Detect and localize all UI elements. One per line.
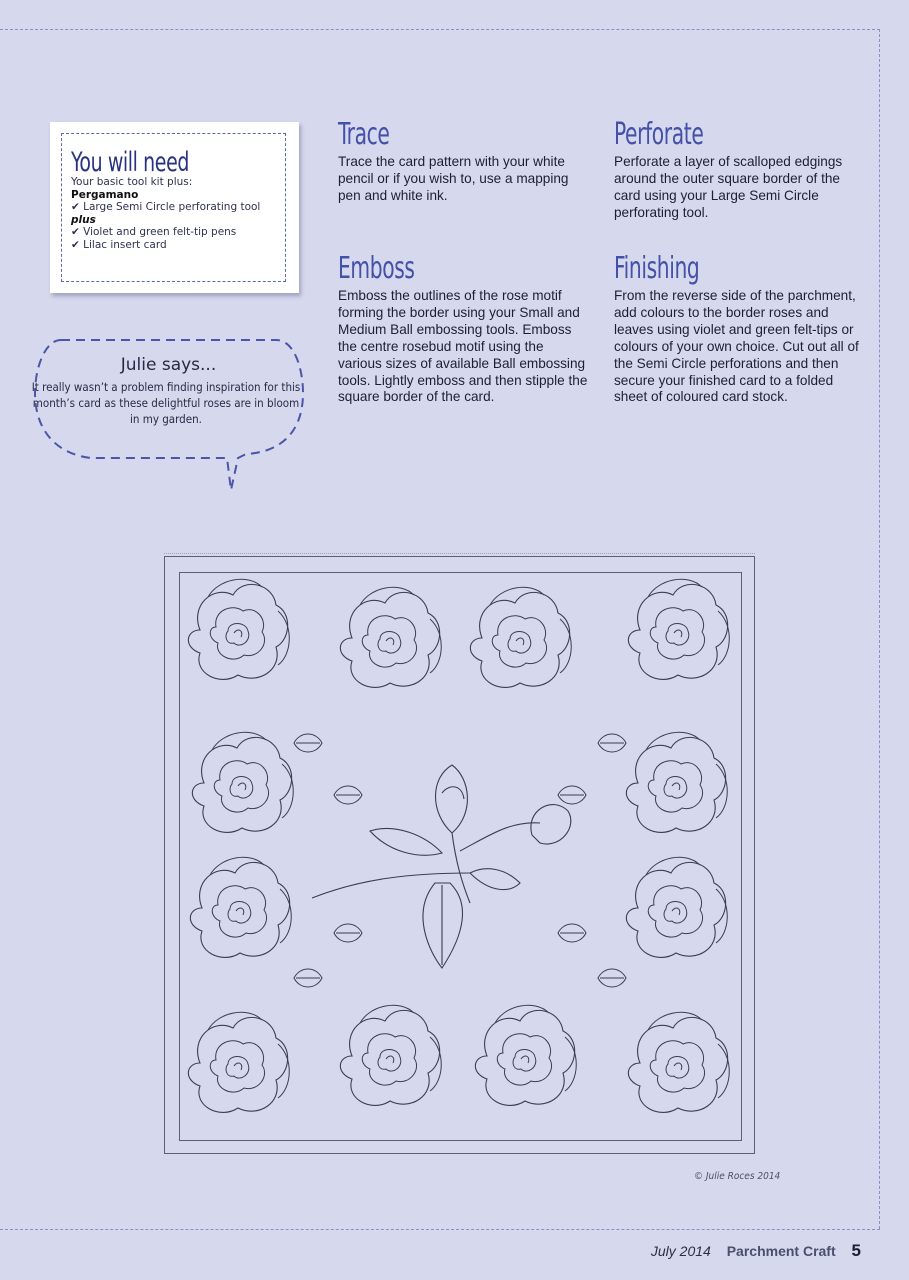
pattern-outer-frame bbox=[164, 556, 755, 1154]
julie-says-speech-bubble bbox=[31, 330, 306, 458]
need-line-plus: plus bbox=[71, 213, 96, 226]
emboss-heading: Emboss bbox=[338, 251, 415, 286]
need-line-toolkit: Your basic tool kit plus: bbox=[71, 176, 193, 188]
perforate-text: Perforate a layer of scalloped edgings around the outer square border of the card using your Large Semi Circle perforating tool. bbox=[614, 154, 843, 220]
copyright-notice: © Julie Roces 2014 bbox=[694, 1171, 781, 1182]
section-trace bbox=[338, 119, 588, 205]
need-line-felt-tip-pens: ✔ Violet and green felt-tip pens bbox=[71, 226, 237, 238]
finishing-text: From the reverse side of the parchment, add colours to the border roses and leaves using violet and green felt-tips or colours of your own choice. Cut out all of the Semi Circle perforations and then secure your finished card to a folded sheet of coloured card stock. bbox=[614, 288, 859, 405]
julie-says-title: Julie says... bbox=[120, 355, 217, 375]
footer-date: July 2014 bbox=[650, 1243, 711, 1259]
trace-heading: Trace bbox=[338, 117, 390, 152]
rose-card-pattern bbox=[164, 553, 755, 1154]
need-line-insert-card: ✔ Lilac insert card bbox=[71, 238, 167, 251]
emboss-text: Emboss the outlines of the rose motif forming the border using your Small and Medium Ball embossing tools. Emboss the centre rosebud motif using the various sizes of available Ball embossing tools. Lightly emboss and then stipple the square border of the card. bbox=[338, 288, 588, 405]
section-finishing bbox=[614, 253, 864, 406]
page-footer bbox=[651, 1241, 861, 1261]
you-will-need-box bbox=[50, 122, 299, 293]
section-emboss bbox=[338, 253, 588, 406]
you-will-need-dashed-frame bbox=[61, 133, 286, 282]
section-perforate bbox=[614, 119, 864, 222]
perforate-heading: Perforate bbox=[614, 117, 704, 152]
need-line-perforating-tool: ✔ Large Semi Circle perforating tool bbox=[71, 201, 261, 213]
footer-magazine-title: Parchment Craft bbox=[726, 1243, 836, 1259]
need-line-brand: Pergamano bbox=[71, 188, 139, 201]
pattern-dotted-line bbox=[164, 553, 755, 554]
julie-says-text: It really wasn’t a problem finding inspiration for this month’s card as these delightful roses are in bloom in my garden. bbox=[31, 380, 301, 426]
top-dashed-border bbox=[0, 29, 880, 30]
right-dashed-border bbox=[879, 29, 880, 1229]
footer-page-number: 5 bbox=[851, 1241, 861, 1260]
bottom-dashed-border bbox=[0, 1229, 880, 1230]
rose-line-art bbox=[180, 573, 741, 1140]
you-will-need-title: You will need bbox=[71, 147, 189, 178]
finishing-heading: Finishing bbox=[614, 251, 700, 286]
trace-text: Trace the card pattern with your white pencil or if you wish to, use a mapping pen and white ink. bbox=[338, 154, 569, 203]
pattern-inner-frame bbox=[179, 572, 742, 1141]
